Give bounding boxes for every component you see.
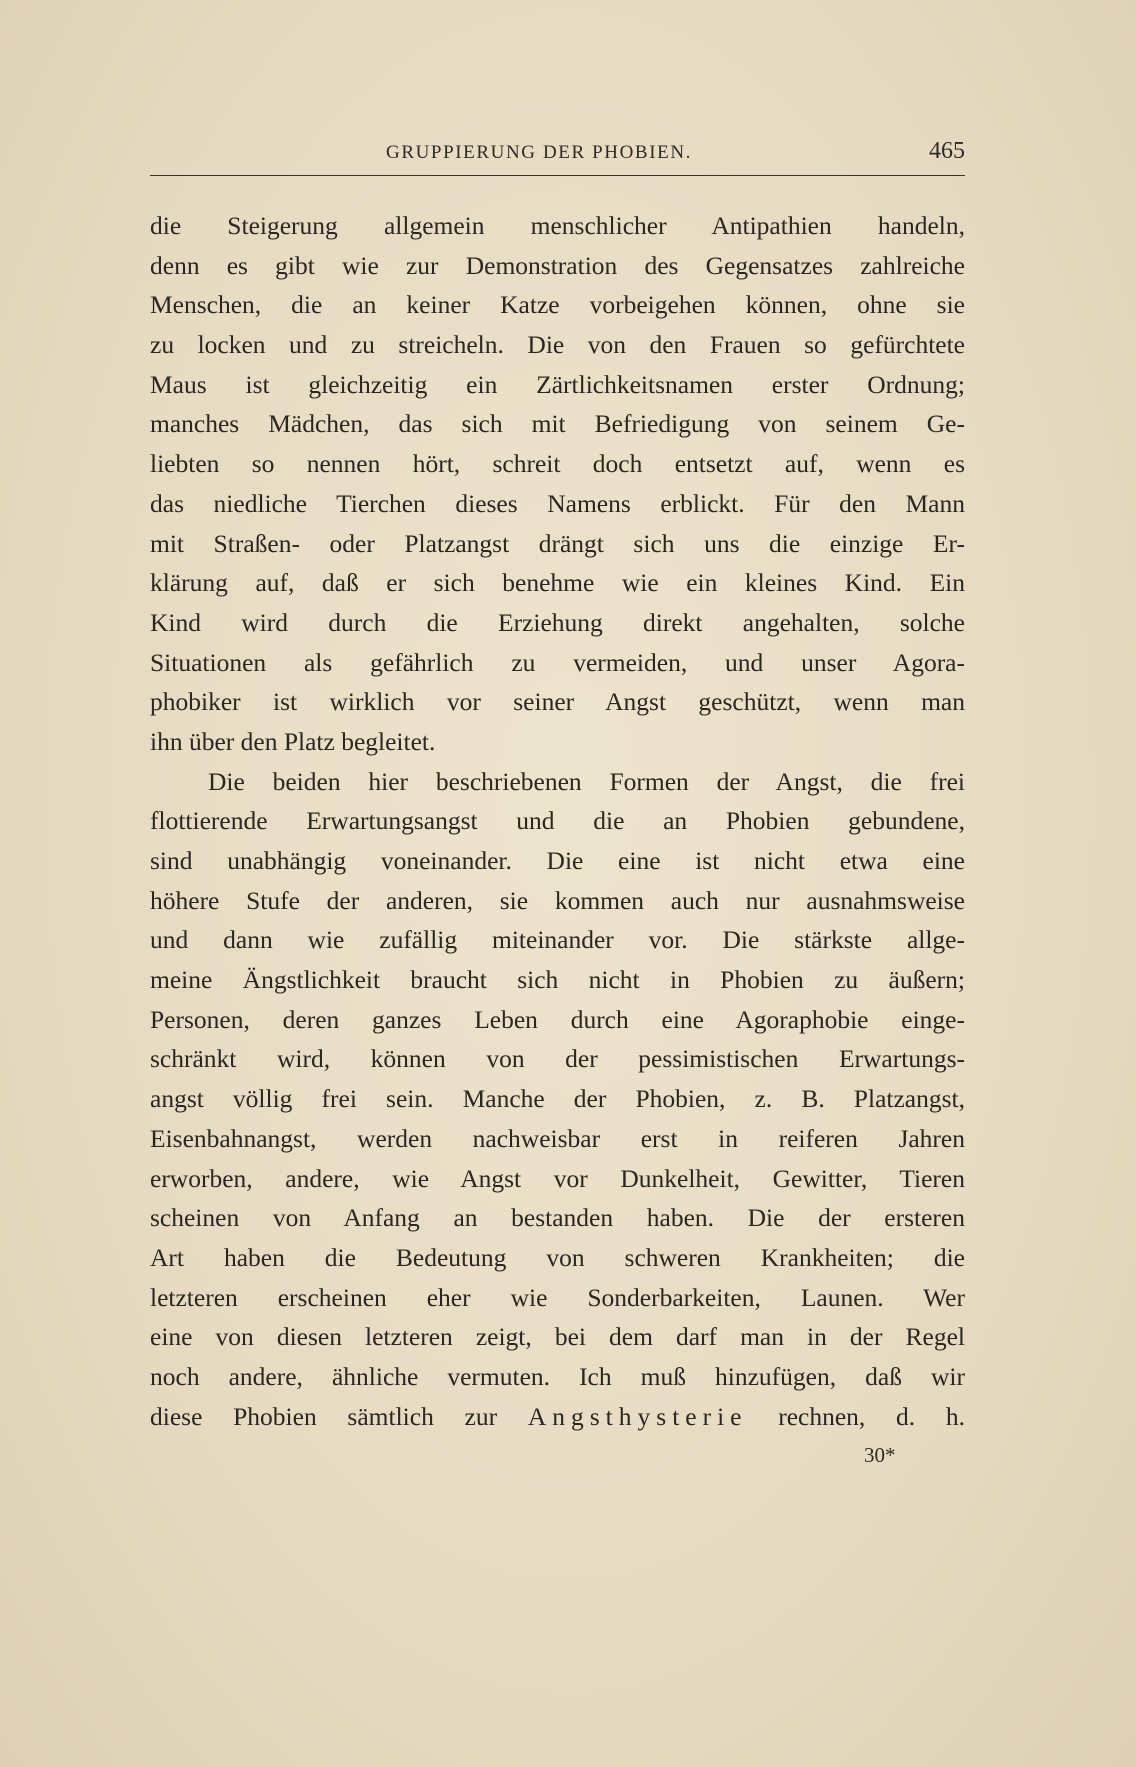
text-line: manches Mädchen, das sich mit Befriedigung von seinem Ge- [150,409,965,439]
text-line: flottierende Erwartungsangst und die an Phobien gebundene, [150,806,965,836]
text-line: und dann wie zufällig miteinander vor. Die stärkste allge- [150,925,965,955]
text-line: meine Ängstlichkeit braucht sich nicht in Phobien zu äußern; [150,965,965,995]
text-line: eine von diesen letzteren zeigt, bei dem darf man in der Regel [150,1322,965,1352]
text-line: Maus ist gleichzeitig ein Zärtlichkeitsnamen erster Ordnung; [150,369,965,399]
running-head [150,138,965,172]
text-line: mit Straßen- oder Platzangst drängt sich uns die einzige Er- [150,528,965,558]
page-number: 465 [929,138,965,164]
text-line: angst völlig frei sein. Manche der Phobien, z. B. Platzangst, [150,1084,965,1114]
text-line: denn es gibt wie zur Demonstration des Gegensatzes zahlreiche [150,250,965,280]
text-line: Situationen als gefährlich zu vermeiden, und unser Agora- [150,647,965,677]
text-line: letzteren erscheinen eher wie Sonderbarkeiten, Launen. Wer [150,1282,965,1312]
text-line: phobiker ist wirklich vor seiner Angst geschützt, wenn man [150,687,965,717]
text-line: das niedliche Tierchen dieses Namens erblickt. Für den Mann [150,488,965,518]
text-line: noch andere, ähnliche vermuten. Ich muß hinzufügen, daß wir [150,1361,965,1391]
text-line: erworben, andere, wie Angst vor Dunkelheit, Gewitter, Tieren [150,1163,965,1193]
text-line: schränkt wird, können von der pessimistischen Erwartungs- [150,1044,965,1074]
spaced-term-angsthysterie: Angsthysterie [527,1401,748,1431]
final-line-before: diese Phobien sämtlich zur [150,1401,498,1431]
text-line: Kind wird durch die Erziehung direkt angehalten, solche [150,607,965,637]
text-line: sind unabhängig voneinander. Die eine ist nicht etwa eine [150,846,965,875]
text-line: zu locken und zu streicheln. Die von den Frauen so gefürchtete [150,330,965,360]
text-line: Eisenbahnangst, werden nachweisbar erst in reiferen Jahren [150,1123,965,1153]
text-line: Menschen, die an keiner Katze vorbeigehen können, ohne sie [150,290,965,320]
text-line: liebten so nennen hört, schreit doch entsetzt auf, wenn es [150,449,965,479]
running-head-title: GRUPPIERUNG DER PHOBIEN. [386,142,693,163]
text-line: Art haben die Bedeutung von schweren Krankheiten; die [150,1242,965,1272]
final-line-after: rechnen, d. h. [778,1401,965,1431]
text-line-final [150,1397,965,1437]
text-line: klärung auf, daß er sich benehme wie ein kleines Kind. Ein [150,568,965,598]
text-line: scheinen von Anfang an bestanden haben. Die der ersteren [150,1203,965,1233]
paragraph-start-line: Die beiden hier beschriebenen Formen der Angst, die frei [208,766,965,796]
body-text [150,206,965,1436]
text-line: die Steigerung allgemein menschlicher Antipathien handeln, [150,211,965,240]
signature-mark: 30* [864,1443,896,1467]
text-line: höhere Stufe der anderen, sie kommen auch nur ausnahmsweise [150,885,965,915]
text-line: Personen, deren ganzes Leben durch eine Agoraphobie einge- [150,1004,965,1034]
header-rule [150,175,965,176]
paragraph-end-line: ihn über den Platz begleitet. [150,726,436,756]
